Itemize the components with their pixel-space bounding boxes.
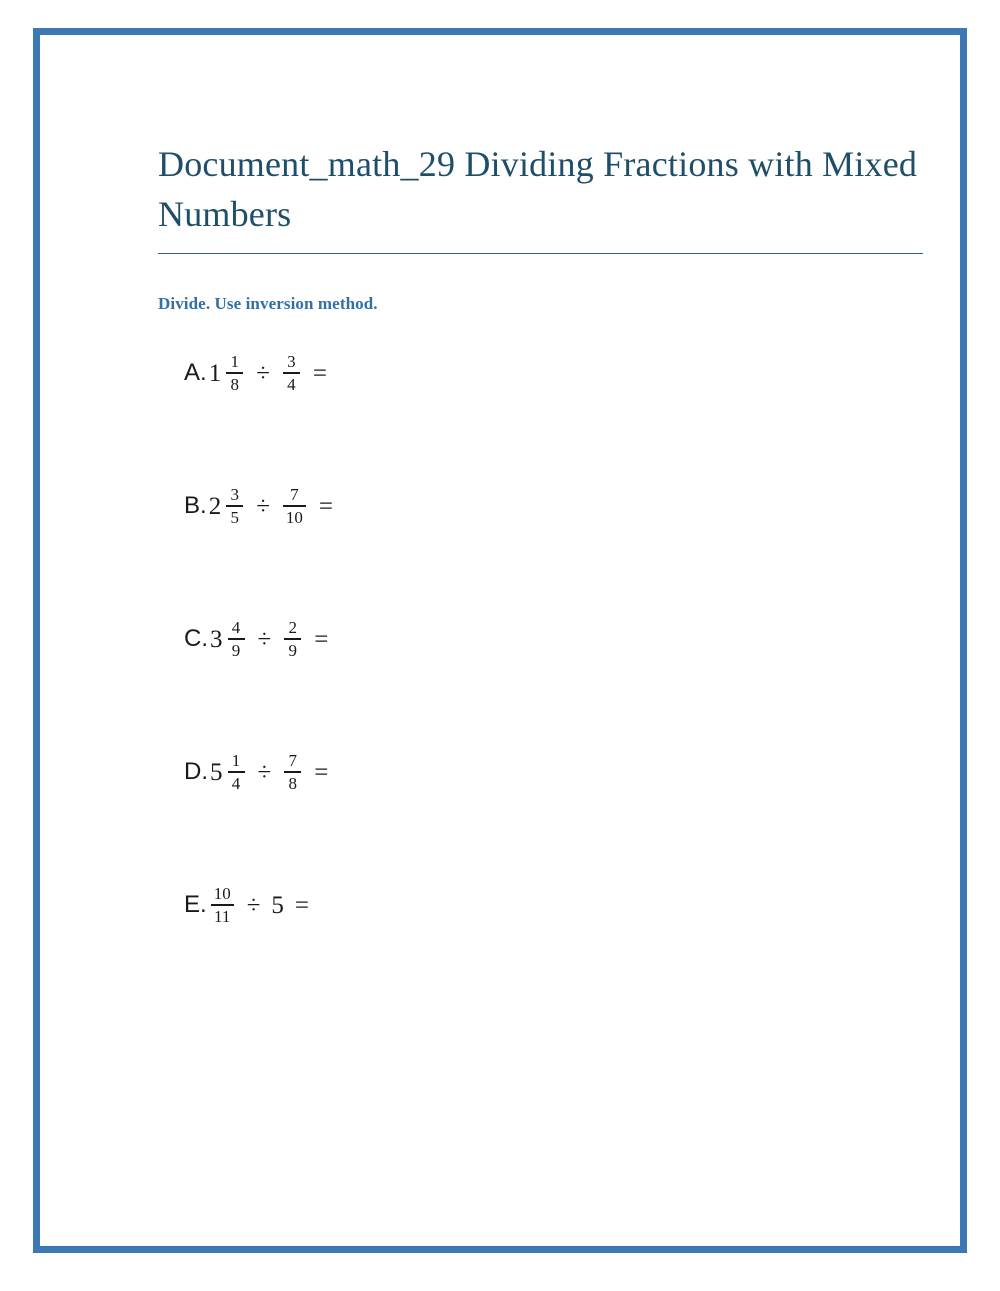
- equals-sign: =: [318, 492, 334, 520]
- problem-item: [184, 884, 928, 1017]
- fraction-numerator: 10: [213, 884, 231, 904]
- problem-whole-number: 1: [208, 359, 222, 387]
- equals-sign: =: [294, 891, 310, 919]
- fraction-denominator: 4: [287, 374, 296, 394]
- fraction-denominator: 4: [231, 773, 241, 793]
- problem-fraction-1: [228, 751, 245, 792]
- problem-label: C.: [184, 625, 208, 653]
- problem-item: [184, 618, 928, 751]
- equals-sign: =: [312, 359, 328, 387]
- fraction-numerator: 1: [230, 352, 239, 372]
- problem-list: [158, 352, 928, 1017]
- fraction-numerator: 1: [231, 751, 241, 771]
- division-operator: ÷: [256, 492, 270, 520]
- fraction-denominator: 9: [288, 640, 297, 660]
- problem-fraction-1: [226, 485, 243, 526]
- problem-whole-number: 2: [208, 492, 222, 520]
- fraction-numerator: 4: [231, 618, 241, 638]
- fraction-numerator: 3: [230, 485, 239, 505]
- page-content: [158, 140, 928, 1017]
- fraction-denominator: 8: [230, 374, 239, 394]
- problem-label: A.: [184, 359, 207, 387]
- division-operator: ÷: [257, 625, 272, 653]
- problem-item: [184, 352, 928, 485]
- fraction-numerator: 7: [290, 485, 299, 505]
- problem-label: D.: [184, 758, 208, 786]
- problem-fraction-2: [284, 618, 301, 659]
- fraction-denominator: 10: [285, 507, 303, 527]
- problem-fraction-2: [284, 751, 301, 792]
- problem-label: E.: [184, 891, 207, 919]
- fraction-numerator: 7: [288, 751, 297, 771]
- problem-whole-number: 5: [210, 758, 223, 786]
- problem-fraction-2: [283, 352, 300, 393]
- fraction-denominator: 11: [214, 906, 231, 926]
- instructions-text: Divide. Use inversion method.: [158, 294, 378, 314]
- problem-fraction-1: [226, 352, 243, 393]
- problem-item: [184, 751, 928, 884]
- problem-fraction-1: [228, 618, 245, 659]
- problem-integer-operand: 5: [271, 891, 284, 919]
- problem-label: B.: [184, 492, 207, 520]
- page-title: Document_math_29 Dividing Fractions with Mixed Numbers: [158, 140, 923, 254]
- division-operator: ÷: [257, 758, 272, 786]
- problem-whole-number: 3: [210, 625, 223, 653]
- division-operator: ÷: [246, 891, 261, 919]
- fraction-denominator: 8: [288, 773, 297, 793]
- problem-fraction-1: [211, 884, 234, 925]
- equals-sign: =: [314, 758, 329, 786]
- problem-fraction-2: [283, 485, 306, 526]
- fraction-denominator: 5: [230, 507, 239, 527]
- fraction-numerator: 2: [288, 618, 297, 638]
- division-operator: ÷: [256, 359, 270, 387]
- problem-item: [184, 485, 928, 618]
- page-border-frame: [33, 28, 967, 1253]
- fraction-numerator: 3: [287, 352, 296, 372]
- equals-sign: =: [314, 625, 329, 653]
- fraction-denominator: 9: [231, 640, 241, 660]
